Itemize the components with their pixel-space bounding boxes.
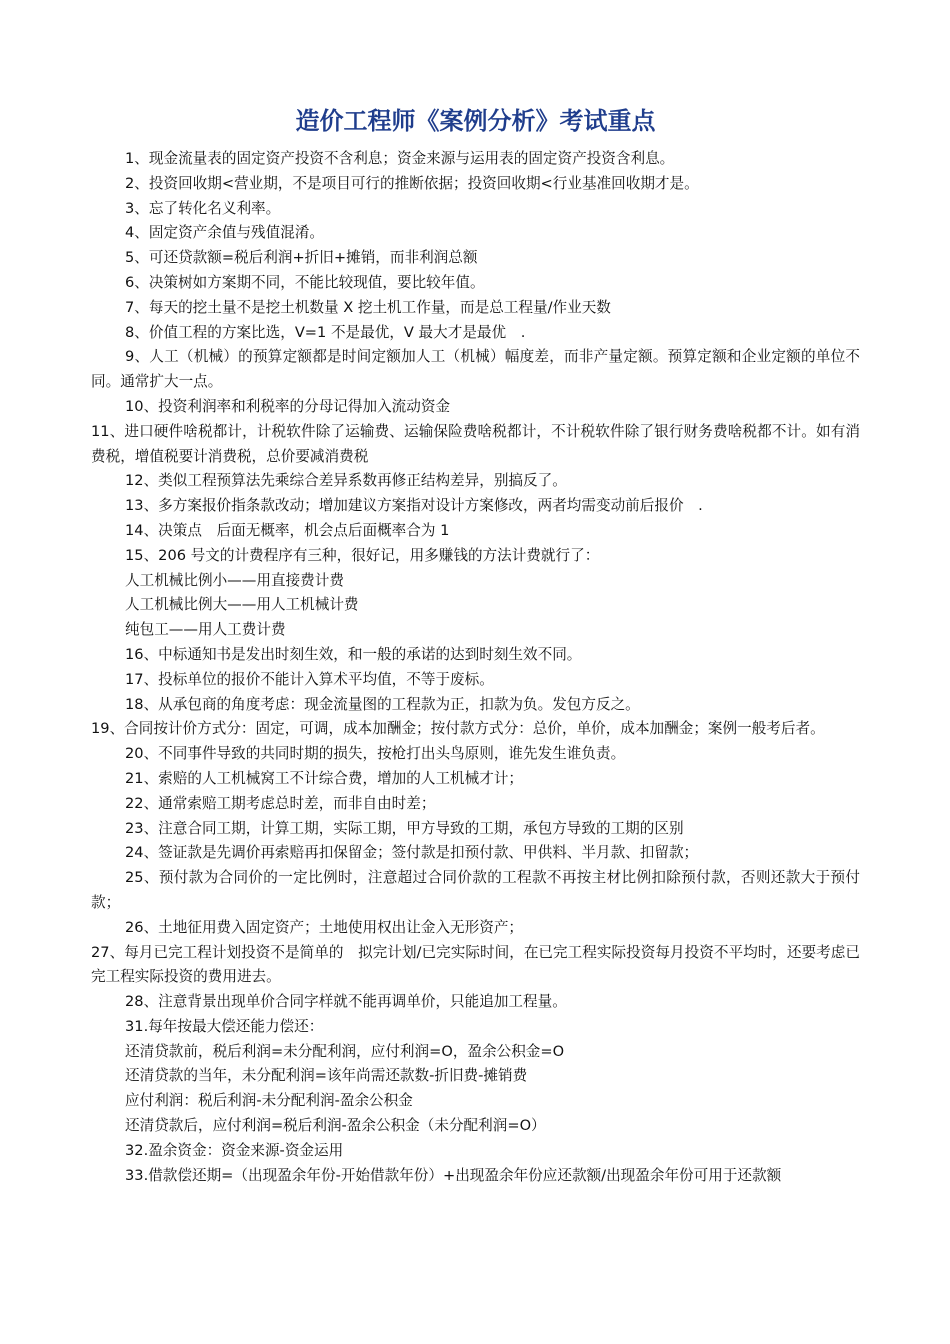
paragraph-16: 人工机械比例小——用直接费计费: [125, 571, 344, 589]
paragraph-15: 15、206 号文的计费程序有三种，很好记，用多赚钱的方法计费就行了：: [125, 546, 600, 564]
paragraph-23: 20、不同事件导致的共同时期的损失，按枪打出头鸟原则，谁先发生谁负责。: [125, 745, 626, 763]
paragraph-8: 8、价值工程的方案比选，V=1 不是最优，V 最大才是最优 .: [125, 323, 526, 341]
paragraph-4: 4、固定资产余值与残值混淆。: [125, 224, 325, 242]
paragraph-10: 10、投资利润率和利税率的分母记得加入流动资金: [125, 397, 451, 415]
paragraph-12: 12、类似工程预算法先乘综合差异系数再修正结构差异，别搞反了。: [125, 472, 567, 490]
document-body: [91, 147, 860, 1188]
paragraph-1: 1、现金流量表的固定资产投资不含利息；资金来源与运用表的固定资产投资含利息。: [125, 150, 675, 167]
paragraph-11: 11、进口硬件啥税都计，计税软件除了运输费、运输保险费啥税都计，不计税软件除了银行财务费啥税都不计。如有消费税，增值税要计消费税，总价要减消费税: [91, 422, 860, 465]
paragraph-20: 17、投标单位的报价不能计入算术平均值，不等于废标。: [125, 670, 494, 688]
paragraph-9: 9、人工（机械）的预算定额都是时间定额加人工（机械）幅度差，而非产量定额。预算定额和企业定额的单位不同。通常扩大一点。: [91, 348, 860, 391]
paragraph-25: 22、通常索赔工期考虑总时差，而非自由时差；: [125, 794, 436, 812]
paragraph-28: 25、预付款为合同价的一定比例时，注意超过合同价款的工程款不再按主材比例扣除预付款，否则还款大于预付款；: [91, 869, 860, 911]
paragraph-35: 应付利润：税后利润-未分配利润-盈余公积金: [125, 1092, 413, 1110]
paragraph-32: 31.每年按最大偿还能力偿还：: [125, 1017, 324, 1035]
paragraph-22: 19、合同按计价方式分：固定，可调，成本加酬金；按付款方式分：总价，单价，成本加酬金；案例一般考后者。: [91, 720, 825, 738]
paragraph-27: 24、签证款是先调价再索赔再扣保留金；签付款是扣预付款、甲供料、半月款、扣留款；: [125, 844, 699, 862]
document-title: 造价工程师《案例分析》考试重点: [295, 107, 656, 135]
paragraph-30: 27、每月已完工程计划投资不是简单的 拟完计划/已完实际时间，在已完工程实际投资每月投资不平均时，还要考虑已完工程实际投资的费用进去。: [91, 943, 860, 986]
paragraph-36: 还清贷款后，应付利润=税后利润-盈余公积金（未分配利润=O）: [125, 1117, 546, 1135]
paragraph-34: 还清贷款的当年，未分配利润=该年尚需还款数-折旧费-摊销费: [125, 1067, 528, 1085]
paragraph-18: 纯包工——用人工费计费: [125, 621, 286, 639]
paragraph-17: 人工机械比例大——用人工机械计费: [125, 596, 359, 614]
paragraph-19: 16、中标通知书是发出时刻生效，和一般的承诺的达到时刻生效不同。: [125, 645, 582, 663]
paragraph-26: 23、注意合同工期，计算工期，实际工期，甲方导致的工期，承包方导致的工期的区别: [125, 819, 684, 837]
paragraph-31: 28、注意背景出现单价合同字样就不能再调单价，只能追加工程量。: [125, 993, 567, 1011]
paragraph-2: 2、投资回收期<营业期，不是项目可行的推断依据；投资回收期<行业基准回收期才是。: [125, 174, 699, 192]
paragraph-24: 21、索赔的人工机械窝工不计综合费，增加的人工机械才计；: [125, 769, 524, 787]
paragraph-5: 5、可还贷款额=税后利润+折旧+摊销，而非利润总额: [125, 249, 478, 267]
paragraph-38: 33.借款偿还期=（出现盈余年份-开始借款年份）+出现盈余年份应还款额/出现盈余年份可用于还款额: [125, 1166, 782, 1184]
paragraph-6: 6、决策树如方案期不同，不能比较现值，要比较年值。: [125, 273, 485, 291]
paragraph-14: 14、决策点 后面无概率，机会点后面概率合为 1: [125, 521, 450, 539]
paragraph-13: 13、多方案报价指条款改动；增加建议方案指对设计方案修改，两者均需变动前后报价 .: [125, 497, 703, 515]
paragraph-37: 32.盈余资金：资金来源-资金运用: [125, 1141, 344, 1159]
paragraph-21: 18、从承包商的角度考虑：现金流量图的工程款为正，扣款为负。发包方反之。: [125, 695, 640, 713]
paragraph-3: 3、忘了转化名义利率。: [125, 199, 281, 217]
paragraph-7: 7、每天的挖土量不是挖土机数量 X 挖土机工作量，而是总工程量/作业天数: [125, 298, 611, 316]
paragraph-29: 26、土地征用费入固定资产；土地使用权出让金入无形资产；: [125, 918, 524, 936]
paragraph-33: 还清贷款前，税后利润=未分配利润，应付利润=O，盈余公积金=O: [125, 1042, 565, 1060]
